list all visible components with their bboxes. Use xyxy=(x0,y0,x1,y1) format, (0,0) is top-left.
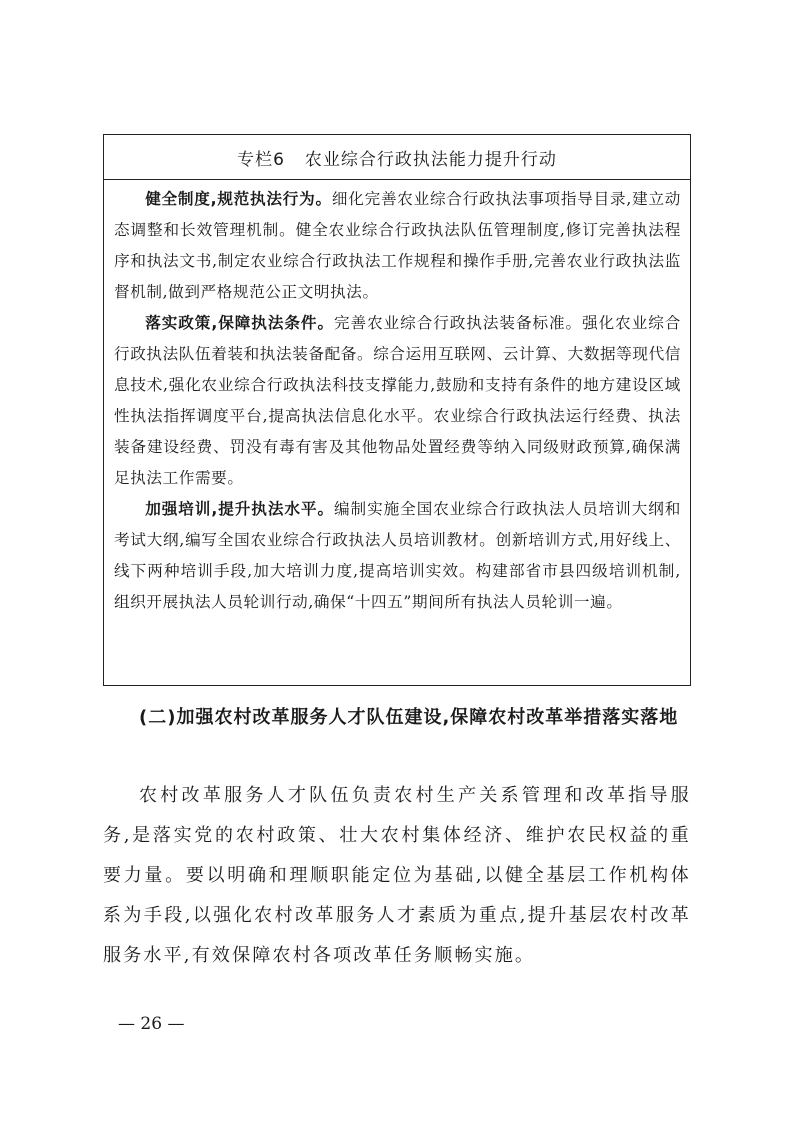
box-title-text: 农业综合行政执法能力提升行动 xyxy=(304,149,557,170)
box-section xyxy=(114,494,681,618)
section-text: 编制实施全国农业综合行政执法人员培训大纲和考试大纲,编写全国农业综合行政执法人员培训教材。创新培训方式,用好线上、线下两种培训手段,加大培训力度,提高培训实效。构建部省市县四级培训机制,组织开展执法人员轮训行动,确保“十四五”期间所有执法人员轮训一遍。 xyxy=(114,500,681,611)
section-lead: 落实政策,保障执法条件。 xyxy=(145,314,334,332)
page-number: — 26 — xyxy=(118,1014,185,1034)
section-lead: 加强培训,提升执法水平。 xyxy=(145,500,334,518)
section-text: 细化完善农业综合行政执法事项指导目录,建立动态调整和长效管理机制。健全农业综合行政执法队伍管理制度,修订完善执法程序和执法文书,制定农业综合行政执法工作规程和操作手册,完善农业行政执法监督机制,做到严格规范公正文明执法。 xyxy=(114,190,681,301)
box-body xyxy=(104,180,690,618)
box-number: 专栏6 xyxy=(237,149,285,170)
section-lead: 健全制度,规范执法行为。 xyxy=(145,190,332,208)
section-text: 完善农业综合行政执法装备标准。强化农业综合行政执法队伍着装和执法装备配备。综合运用互联网、云计算、大数据等现代信息技术,强化农业综合行政执法科技支撑能力,鼓励和支持有条件的地方建设区域性执法指挥调度平台,提高执法信息化水平。农业综合行政执法运行经费、执法装备建设经费、罚没有毒有害及其他物品处置经费等纳入同级财政预算,确保满足执法工作需要。 xyxy=(114,314,681,487)
box-section xyxy=(114,308,681,494)
body-paragraph: 农村改革服务人才队伍负责农村生产关系管理和改革指导服务,是落实党的农村政策、壮大农村集体经济、维护农民权益的重要力量。要以明确和理顺职能定位为基础,以健全基层工作机构体系为手段,以强化农村改革服务人才素质为重点,提升基层农村改革服务水平,有效保障农村各项改革任务顺畅实施。 xyxy=(103,785,691,966)
box-title xyxy=(104,135,690,180)
box-section xyxy=(114,184,681,308)
feature-box xyxy=(103,134,691,686)
section-heading: (二)加强农村改革服务人才队伍建设,保障农村改革举措落实落地 xyxy=(139,707,679,728)
